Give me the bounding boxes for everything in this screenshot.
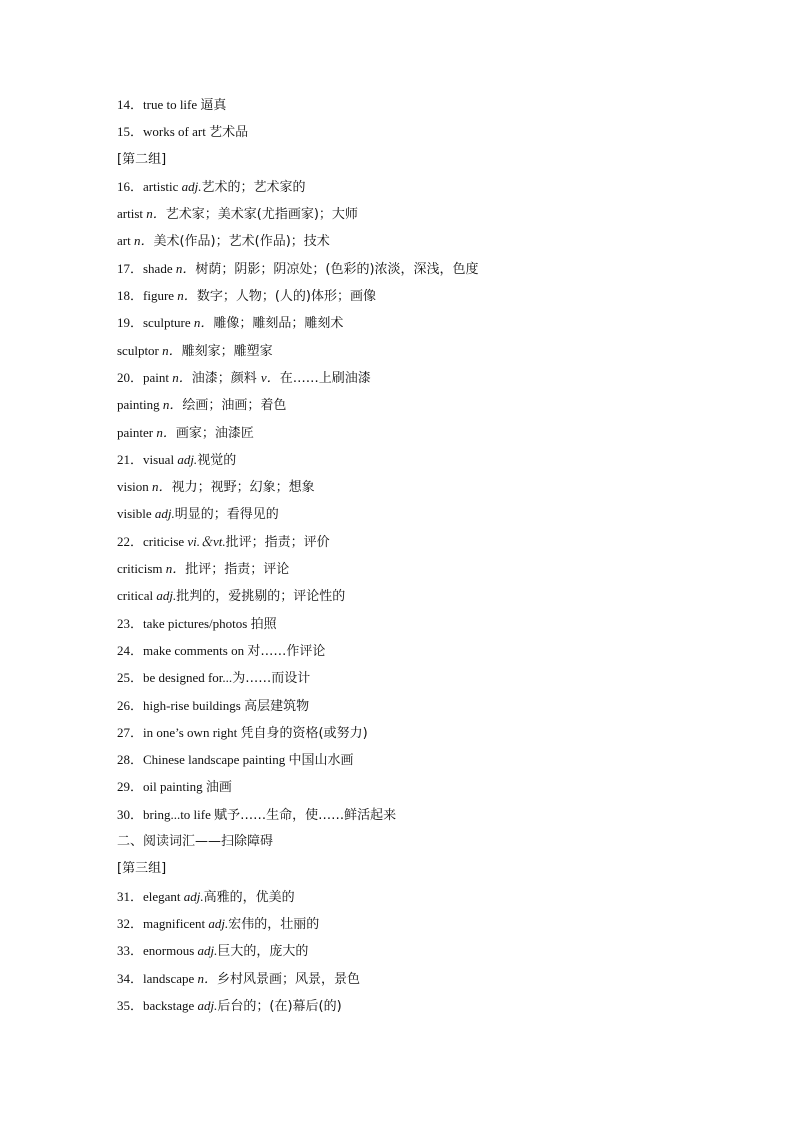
part-of-speech: n． [175,260,196,276]
chinese-text: 批评；指责；评价 [225,534,330,550]
vocab-line [117,531,717,558]
chinese-text: 为……而设计 [232,671,311,687]
chinese-text: 赋予……生命，使……鲜活起来 [214,807,397,823]
part-of-speech: n． [146,206,166,222]
english-term: 28．Chinese landscape painting [117,752,289,768]
english-term: painting [117,397,163,413]
chinese-text: 后台的；(在)幕后(的) [217,998,342,1014]
english-term: criticism [117,561,166,577]
english-term: 23．take pictures/photos [117,615,251,631]
document-page [117,94,717,1022]
chinese-text: 艺术家；美术家(尤指画家)；大师 [165,207,358,223]
vocab-line [117,776,717,803]
english-term: critical [117,588,157,604]
chinese-text: 凭自身的资格(或努力) [240,725,368,741]
part-of-speech: n． [177,288,197,304]
vocab-line [117,422,717,449]
chinese-text: 绘画；油画；着色 [182,398,287,414]
english-term: painter [117,424,157,440]
vocab-line [117,613,717,640]
chinese-text: 数字；人物；(人的)体形；画像 [196,289,376,305]
english-term: 29．oil painting [117,779,206,795]
english-term: 24．make comments on [117,642,248,658]
english-term: sculptor [117,342,163,358]
english-term: 32．magnificent [117,915,209,931]
vocab-line [117,667,717,694]
vocab-line [117,913,717,940]
chinese-text: [第三组] [117,861,167,877]
part-of-speech: n． [162,397,183,413]
english-term: 18．figure [117,288,178,304]
english-term: 35．backstage [117,997,198,1013]
vocab-line [117,203,717,230]
chinese-text: 油画 [205,780,232,796]
english-term: 34．landscape [117,970,198,986]
part-of-speech: n． [197,970,218,986]
vocab-line [117,340,717,367]
english-term: art [117,233,134,249]
english-term: 26．high-rise buildings [117,697,245,713]
chinese-text: 画家；油漆匠 [175,425,254,441]
part-of-speech: v． [260,369,280,385]
english-term: 19．sculpture [117,315,194,331]
part-of-speech: adj. [183,888,204,904]
english-term: 30．bring...to life [117,806,215,822]
part-of-speech: n． [152,479,172,495]
vocab-line [117,94,717,121]
vocab-line [117,476,717,503]
english-term: vision [117,479,153,495]
english-term: 31．elegant [117,888,184,904]
chinese-text: 艺术的；艺术家的 [201,179,306,195]
chinese-text: 巨大的，庞大的 [217,944,309,960]
vocab-line [117,995,717,1022]
vocab-line [117,749,717,776]
english-term: 14．true to life [117,97,201,112]
vocab-line [117,503,717,530]
vocab-line [117,312,717,339]
part-of-speech: n． [133,233,154,249]
part-of-speech: n． [172,369,192,385]
chinese-text: 批判的，爱挑剔的；评论性的 [176,589,346,605]
vocab-line [117,449,717,476]
part-of-speech: adj. [156,588,177,604]
vocab-line [117,394,717,421]
part-of-speech: n． [156,424,176,440]
chinese-text: 高层建筑物 [244,698,310,714]
vocab-line [117,585,717,612]
chinese-text: 二、阅读词汇——扫除障碍 [117,834,274,850]
english-term: 21．visual [117,451,178,467]
english-term: 27．in one’s own right [117,724,241,740]
part-of-speech: adj. [177,451,198,467]
english-term: visible [117,506,155,522]
vocab-line [117,367,717,394]
chinese-text: 视觉的 [197,452,237,468]
vocab-line [117,558,717,585]
english-term: artist [117,206,147,222]
part-of-speech: n． [193,315,214,331]
english-term: 33．enormous [117,943,198,959]
vocab-line [117,858,717,885]
part-of-speech: adj. [197,997,218,1013]
chinese-text: 树荫；阴影；阴凉处；(色彩的)浓淡，深浅，色度 [195,261,479,277]
chinese-text: 明显的；看得见的 [174,507,279,523]
english-term: 22．criticise [117,533,188,549]
chinese-text: 拍照 [250,616,277,632]
vocab-line [117,968,717,995]
vocab-line [117,640,717,667]
english-term: 15．works of art [117,124,210,140]
english-term: 16．artistic [117,178,182,194]
vocab-line [117,804,717,831]
chinese-text: 油漆；颜料 [191,370,261,386]
chinese-text: 对……作评论 [247,643,326,659]
vocab-line [117,121,717,148]
part-of-speech: n． [162,342,182,358]
chinese-text: 中国山水画 [288,753,354,769]
chinese-text: 批评；指责；评论 [185,562,290,578]
vocab-line [117,722,717,749]
part-of-speech: adj. [181,178,202,194]
part-of-speech: adj. [154,506,175,522]
chinese-text: [第二组] [117,151,167,167]
chinese-text: 雕刻家；雕塑家 [181,343,273,359]
vocab-line [117,176,717,203]
chinese-text: 乡村风景画；风景，景色 [217,971,361,987]
english-term: 20．paint [117,369,173,385]
chinese-text: 逼真 [200,98,227,113]
vocab-line [117,695,717,722]
vocab-line [117,831,717,858]
part-of-speech: adj. [197,943,218,959]
vocab-line [117,940,717,967]
chinese-text: 视力；视野；幻象；想象 [171,480,315,496]
vocab-line [117,258,717,285]
vocab-line [117,886,717,913]
english-term: 17．shade [117,260,176,276]
part-of-speech: vi.＆vt. [187,533,226,549]
chinese-text: 高雅的，优美的 [203,889,295,905]
part-of-speech: n． [165,561,186,577]
part-of-speech: adj. [208,915,229,931]
vocab-line [117,285,717,312]
vocab-line [117,230,717,257]
english-term: 25．be designed for... [117,670,233,686]
vocab-line [117,149,717,176]
chinese-text: 艺术品 [209,125,249,141]
chinese-text: 宏伟的，壮丽的 [228,916,320,932]
chinese-text: 美术(作品)；艺术(作品)；技术 [153,234,330,250]
chinese-text: 在……上刷油漆 [279,370,371,386]
chinese-text: 雕像；雕刻品；雕刻术 [213,316,344,332]
